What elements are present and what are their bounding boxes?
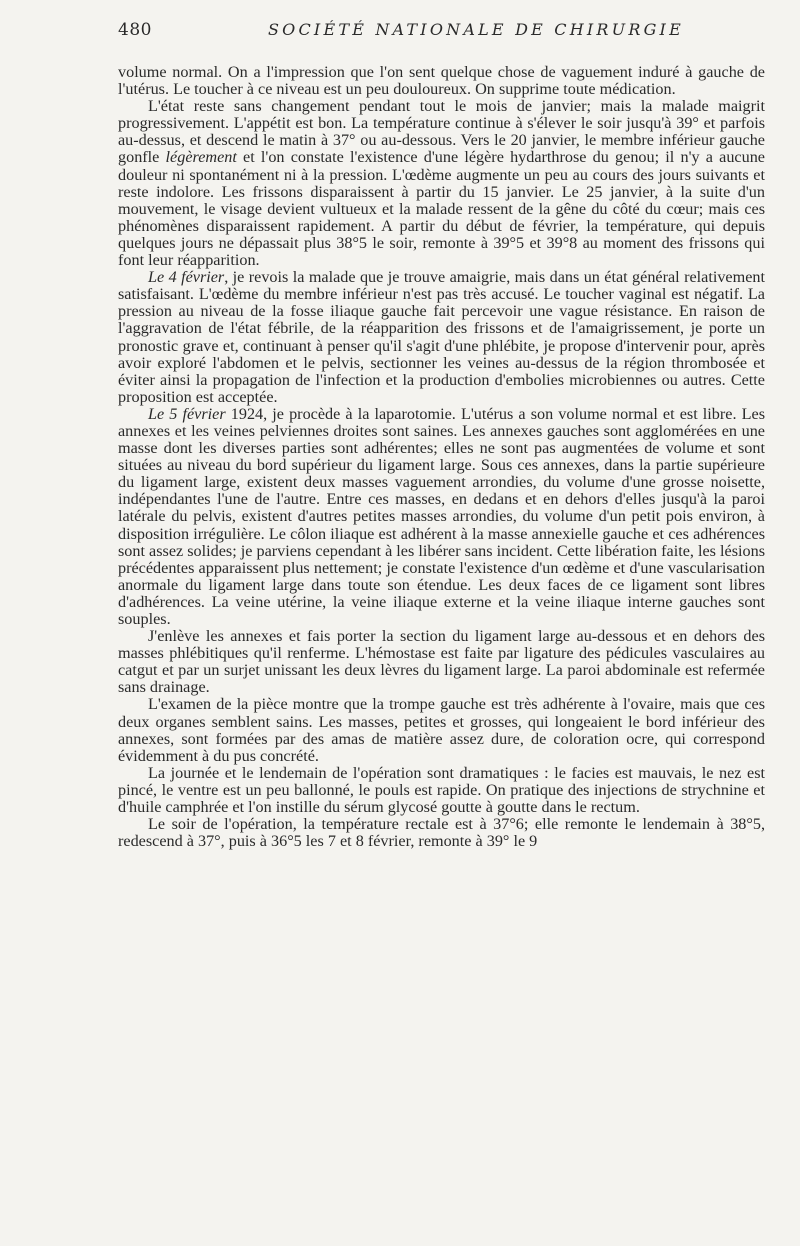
paragraph-8 xyxy=(118,816,765,850)
page-number: 480 xyxy=(118,20,152,40)
paragraph-3-date: Le 4 février xyxy=(148,268,225,287)
paragraph-6-text: L'examen de la pièce montre que la trompe gauche est très adhérente à l'ovaire, mais que ces deux organes semblent sains. Les masses, petites et grosses, qui longeaient le bord inférieur des annexes, sont formées par des amas de matière assez dure, de coloration ocre, qui correspond évidemment à du pus concrété. xyxy=(118,695,765,765)
paragraph-4-date: Le 5 février xyxy=(148,404,226,423)
paragraph-2-text-start: L'état reste sans changement pendant tout le mois de janvier; mais la malade maigrit progressivement. L'appétit est bon. La température continue à s'élever le soir jusqu'à 39° et parfois au-dessus, et descend le matin à 37° ou au-dessous. Vers le 20 janvier, le membre inférieur gauche gonfle xyxy=(118,97,765,167)
paragraph-3-text: , je revois la malade que je trouve amaigrie, mais dans un état général relativement satisfaisant. L'œdème du membre inférieur n'est pas très accusé. Le toucher vaginal est négatif. La pression au niveau de la fosse iliaque gauche fait percevoir une vague résistance. En raison de l'aggravation de l'état fébrile, de la réapparition des frissons et de l'amaigrissement, je porte un pronostic grave et, continuant à penser qu'il s'agit d'une phlébite, je propose d'intervenir pour, après avoir exploré l'abdomen et le pelvis, sectionner les veines au-dessus de la région thrombosée et éviter ainsi la propagation de l'infection et la production d'embolies microbiennes ou autres. Cette proposition est acceptée. xyxy=(118,268,765,406)
paragraph-7-text: La journée et le lendemain de l'opération sont dramatiques : le facies est mauvais, le nez est pincé, le ventre est un peu ballonné, le pouls est rapide. On pratique des injections de strychnine et d'huile camphrée et l'on instille du sérum glycosé goutte à goutte dans le rectum. xyxy=(118,763,765,817)
paragraph-4-text: 1924, je procède à la laparotomie. L'utérus a son volume normal et est libre. Les annexes et les veines pelviennes droites sont saines. Les annexes gauches sont agglomérées en une masse dont les diverses parties sont adhérentes; elles ne sont pas augmentées de volume et sont situées au niveau du bord supérieur du ligament large. Sous ces annexes, dans la partie supérieure du ligament large, existent deux masses vaguement arrondies, du volume d'une grosse noisette, indépendantes l'une de l'autre. Entre ces masses, en dedans et en dehors d'elles jusqu'à la paroi latérale du pelvis, existent d'autres petites masses arrondies, du volume d'un petit pois environ, à disposition irrégulière. Le côlon iliaque est adhérent à la masse annexielle gauche et ces adhérences sont assez solides; je parviens cependant à les libérer sans incident. Cette libération faite, les lésions précédentes apparaissent plus nettement; je constate l'existence d'un œdème et d'une vascularisation anormale du ligament large dans toute son étendue. Les deux faces de ce ligament sont libres d'adhérences. La veine utérine, la veine iliaque externe et la veine iliaque interne gauches sont souples. xyxy=(118,404,765,628)
paragraph-6 xyxy=(118,696,765,764)
paragraph-1 xyxy=(118,64,765,98)
paragraph-2-text-end: et l'on constate l'existence d'une légère hydarthrose du genou; il n'y a aucune douleur ni spontanément ni à la pression. L'œdème augmente un peu au cours des jours suivants et reste indolore. Les frissons disparaissent à partir du 15 janvier. Le 25 janvier, à la suite d'un mouvement, le visage devient vultueux et la malade ressent de la gêne du côté du cœur; mais ces phénomènes disparaissent rapidement. A partir du début de février, la température, qui depuis quelques jours ne dépassait plus 38°5 le soir, remonte à 39°5 et 39°8 au moment des frissons qui font leur réapparition. xyxy=(118,148,765,270)
paragraph-8-text: Le soir de l'opération, la température rectale est à 37°6; elle remonte le lendemain à 38°5, redescend à 37°, puis à 36°5 les 7 et 8 février, remonte à 39° le 9 xyxy=(118,815,765,851)
body-text xyxy=(118,64,765,850)
paragraph-4 xyxy=(118,406,765,628)
running-title: SOCIÉTÉ NATIONALE DE CHIRURGIE xyxy=(268,20,684,39)
paragraph-5-text: J'enlève les annexes et fais porter la section du ligament large au-dessous et en dehors des masses phlébitiques qu'il renferme. L'hémostase est faite par ligature des pédicules vasculaires au catgut et par un surjet unissant les deux lèvres du ligament large. La paroi abdominale est refermée sans drainage. xyxy=(118,627,765,697)
paragraph-3 xyxy=(118,269,765,406)
page-header xyxy=(118,20,762,46)
paragraph-5 xyxy=(118,628,765,696)
paragraph-7 xyxy=(118,765,765,816)
paragraph-2 xyxy=(118,98,765,269)
paragraph-2-emphasis: légèrement xyxy=(165,148,237,167)
paragraph-1-text: volume normal. On a l'impression que l'on sent quelque chose de vaguement induré à gauche de l'utérus. Le toucher à ce niveau est un peu douloureux. On supprime toute médication. xyxy=(118,63,765,99)
